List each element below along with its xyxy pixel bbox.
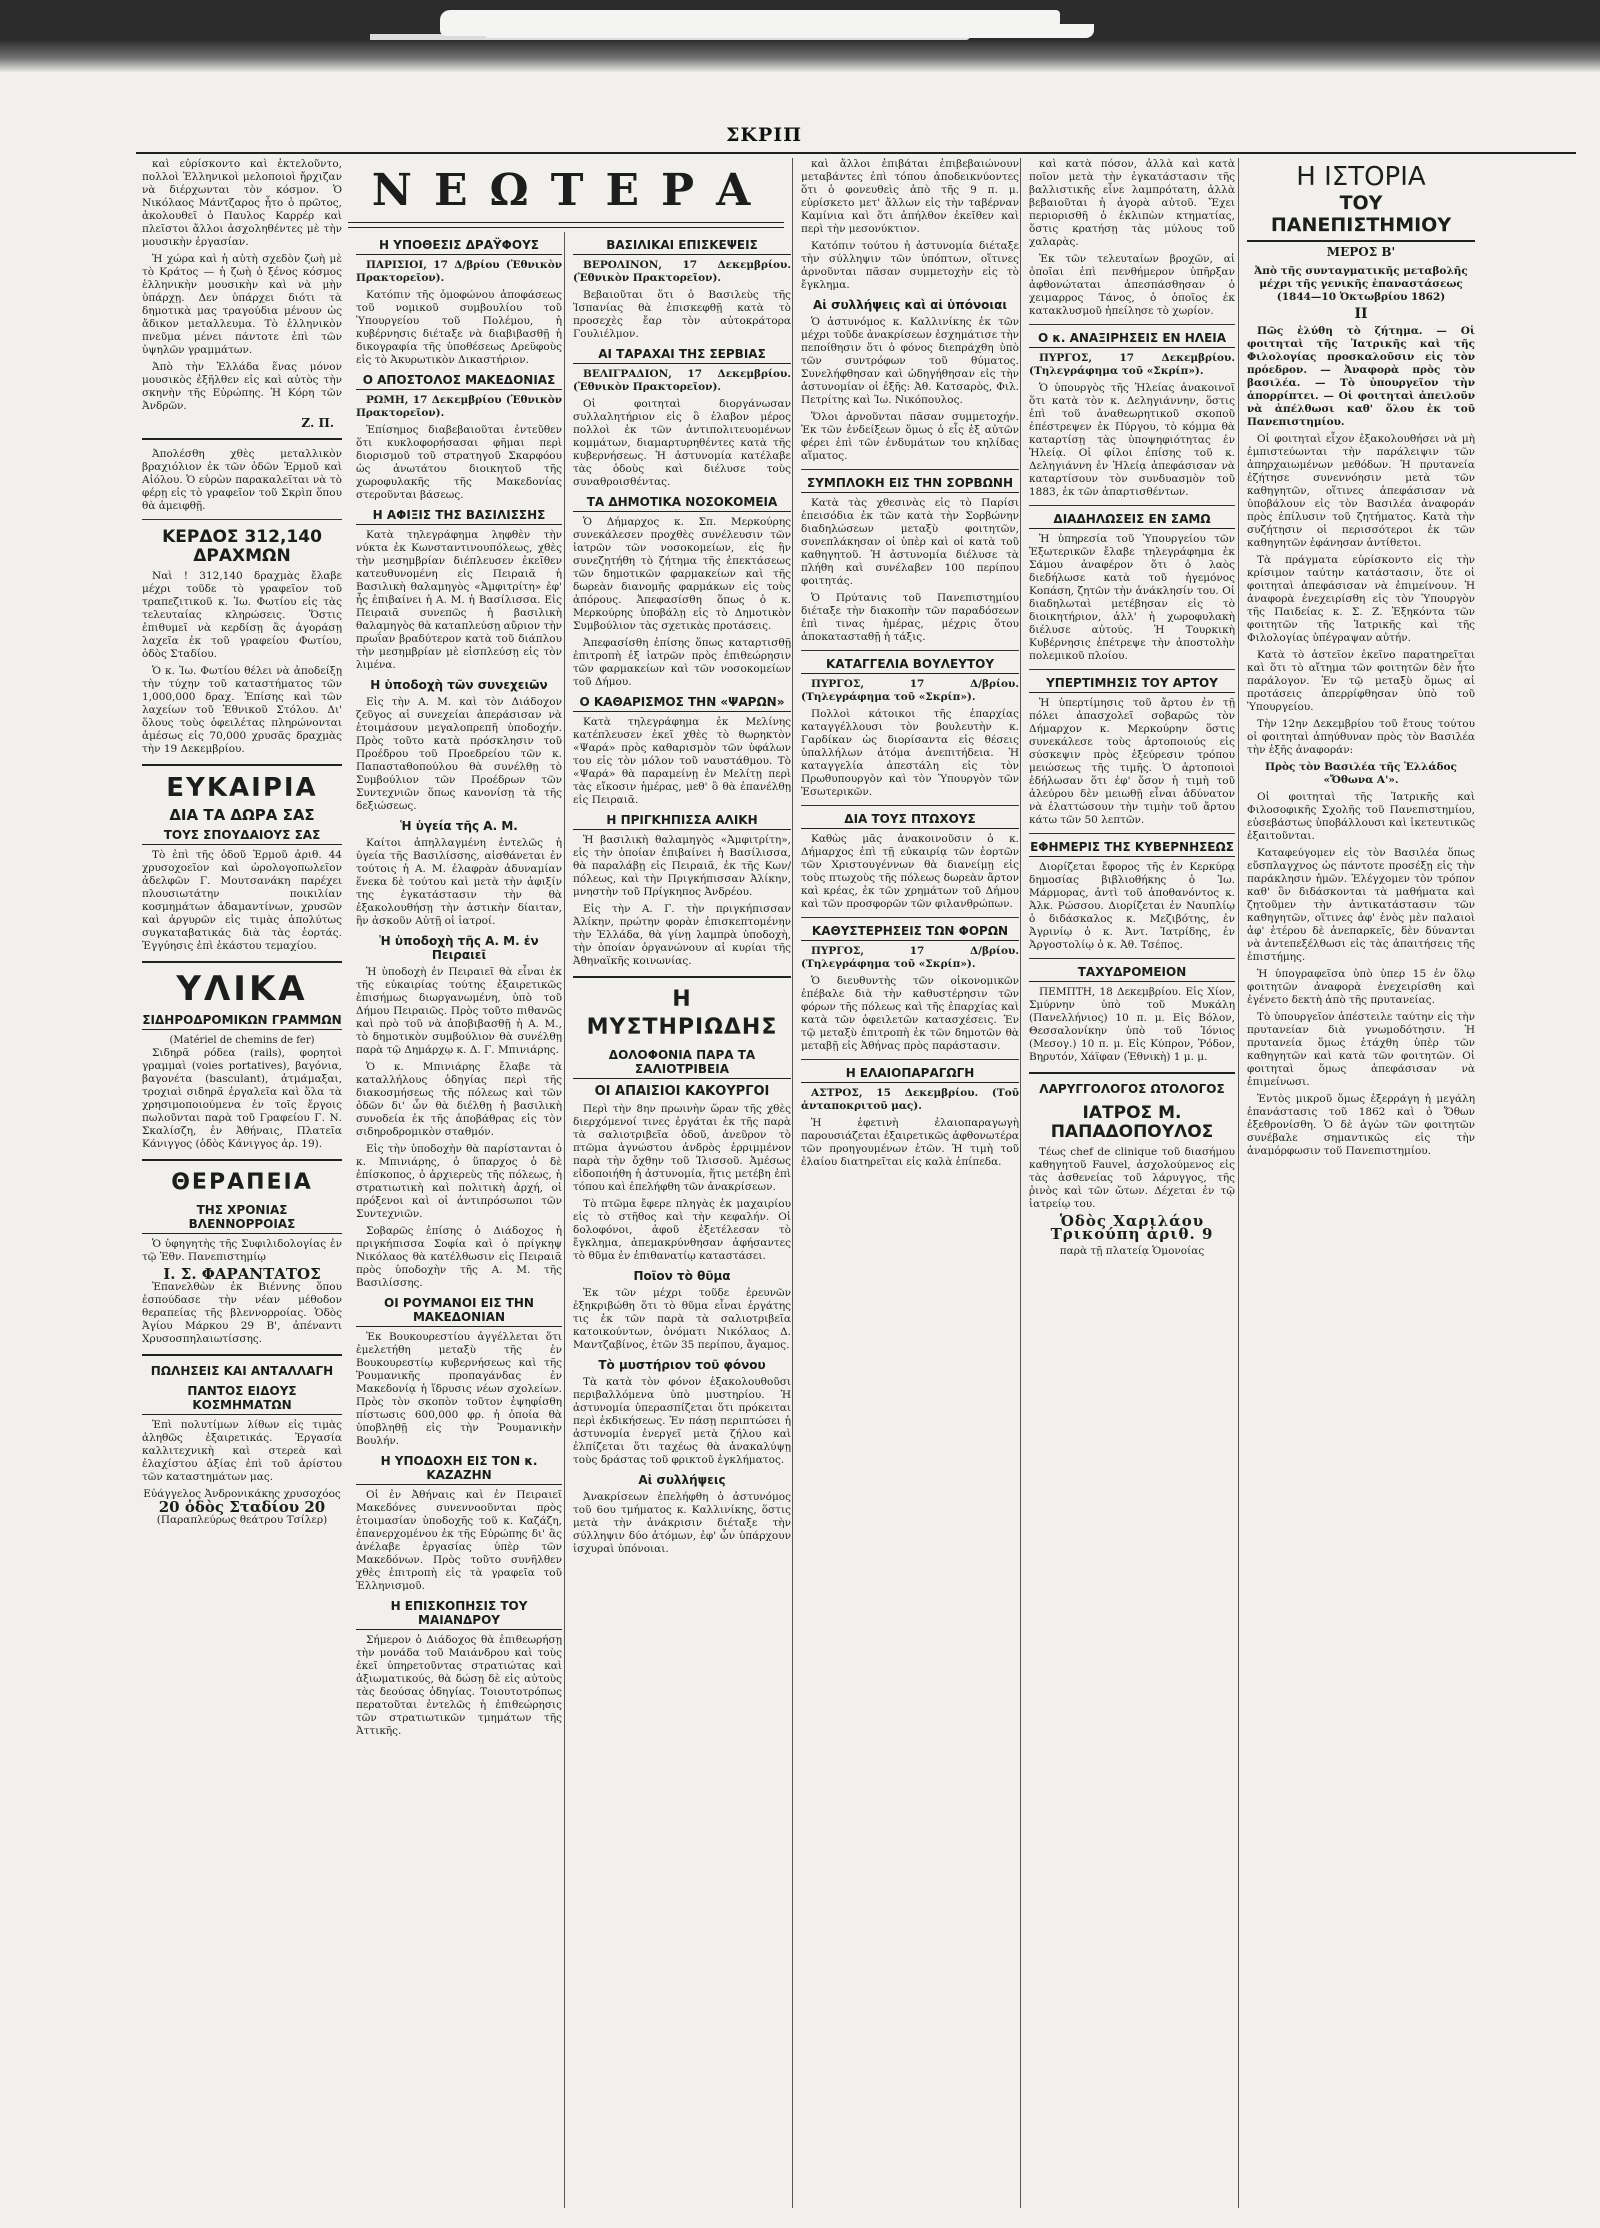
feature-title: Η ΙΣΤΟΡΙΑ — [1296, 162, 1426, 192]
article-paragraph: καὶ κατὰ πόσον, ἀλλὰ καὶ κατὰ ποῖον μετὰ τὴν ἐγκατάστασιν τῆς βαλλιστικῆς εἶνε λαμπρότατη, ἀλλὰ βεβαιοῦται ἡ ἀγορὰ αὐτοῦ. Ἔχει περιορισθῆ ὁ ἐκλιπὼν κτηματίας, ὅστις κρατήσῃ τὰς μύλους τοῦ χαλαρὰς. — [1029, 158, 1235, 248]
article-paragraph: Ὁ κ. Μπινιάρης ἔλαβε τὰ καταλλήλους ὁδηγίας περὶ τῆς διακοσμήσεως τῆς πόλεως καὶ τῶν ὁδῶν δι' ὧν θὰ διέλθῃ ἡ βασιλικὴ συνοδεία ἐκ τῆς ἀποβάθρας εἰς τὸν σιδηροδρομικὸν σταθμόν. — [356, 1061, 562, 1138]
headline-efimeris: ΕΦΗΜΕΡΙΣ ΤΗΣ ΚΥΒΕΡΝΗΣΕΩΣ — [1029, 840, 1235, 857]
article-paragraph: Ἡ ὑπογραφεῖσα ὑπὸ ὑπερ 15 ἐν ὅλῳ φοιτητῶν ἀναφορὰ ἐνεχειρίσθη καὶ ἐγένετο δεκτὴ ἀπὸ τῆς πρυτανείας. — [1247, 968, 1475, 1006]
divider — [1029, 833, 1235, 834]
headline-mystiriodis: Η ΜΥΣΤΗΡΙΩΔΗΣ — [586, 987, 778, 1040]
column-1 — [136, 158, 348, 2208]
headline-katangelia: ΚΑΤΑΓΓΕΛΙΑ ΒΟΥΛΕΥΤΟΥ — [801, 657, 1019, 674]
headline-kazazi: Η ΥΠΟΔΟΧΗ ΕΙΣ ΤΟΝ κ. ΚΑΖΑΖΗΝ — [356, 1454, 562, 1485]
article-paragraph: καὶ εὐρίσκοντο καὶ ἐκτελοῦντο, πολλοὶ Ἑλληνικοὶ μελοποιοὶ ἤρχιζαν νὰ διέρχωνται τὸν κόσμον. Ὁ Νικόλαος Μάντζαρος ἦτο ὁ πρῶτος, ἀκολουθεῖ ὁ Παυλος Καρρέρ καὶ πλεῖστοι ἄλλοι ἀσχοληθέντες μὲ τὴν μουσικὴν ἐργασίαν. — [142, 158, 342, 248]
masthead — [136, 124, 1576, 154]
ad-headline-laryggologos: ΛΑΡΥΓΓΟΛΟΓΟΣ ΩΤΟΛΟΓΟΣ — [1039, 1082, 1225, 1096]
subhead-sylliseis: Αἱ συλλήψεις — [638, 1473, 726, 1487]
article-paragraph: Σοβαρῶς ἐπίσης ὁ Διάδοχος ἡ πριγκήπισσα Σοφία καὶ ὁ πρίγκηψ Νικόλαος θὰ κατέλθωσιν εἰς Πειραιᾶ πρὸς ὑποδοχὴν τῆς Α. Μ. τῆς Βασιλίσσης. — [356, 1225, 562, 1289]
divider — [801, 469, 1019, 470]
article-paragraph: Ἡ ἐφετινὴ ἐλαιοπαραγωγὴ παρουσιάζεται ἐξαιρετικῶς ἀφθονωτέρα τῶν προηγουμένων ἐτῶν. Ἡ τιμὴ τοῦ ἐλαίου διατηρεῖται εἰς καλὰ ἐπίπεδα. — [801, 1117, 1019, 1168]
ad-subhead-sidirodromikon: ΣΙΔΗΡΟΔΡΟΜΙΚΩΝ ΓΡΑΜΜΩΝ — [142, 1013, 342, 1030]
scan-top-band — [0, 0, 1600, 72]
article-paragraph: Οἱ φοιτηταὶ τῆς Ἰατρικῆς καὶ Φιλοσοφικῆς Σχολῆς τοῦ Πανεπιστημίου, εὐσεβάστως ὑποβάλλουσι καὶ ἱκετευτικῶς ἐξαιτοῦνται. — [1247, 791, 1475, 842]
headline-episkopisis: Η ΕΠΙΣΚΟΠΗΣΙΣ ΤΟΥ ΜΑΙΑΝΔΡΟΥ — [356, 1599, 562, 1630]
ad-headline-ylika: ΥΛΙΚΑ — [176, 969, 308, 1009]
divider — [142, 1354, 342, 1356]
headline-elaiparagogi: Η ΕΛΑΙΟΠΑΡΑΓΩΓΗ — [801, 1066, 1019, 1083]
headline-roumanoi: ΟΙ ΡΟΥΜΑΝΟΙ ΕΙΣ ΤΗΝ ΜΑΚΕΔΟΝΙΑΝ — [356, 1296, 562, 1327]
article-paragraph: Ἡ χώρα καὶ ἡ αὐτὴ σχεδὸν ζωὴ μὲ τὸ Κράτος — ἡ ζωὴ ὁ ξένος κόσμος ἑλληνικὴν μουσικὴν καὶ νὰ μὴν ὑπάρχῃ. Δεν ὑπάρχει διότι τὰ δημοτικὰ μας τραγούδια μένουν ὡς ἄδικον μεταλλευμα. Τὸ ἑλληνικὸν πνεῦμα μένει πάντοτε ἐπὶ τῶν ὑψηλῶν γραμμάτων. — [142, 253, 342, 356]
divider — [1029, 669, 1235, 670]
ad-headline-kerdos: ΚΕΡΔΟΣ 312,140 ΔΡΑΧΜΩΝ — [162, 527, 322, 566]
article-paragraph: Τὸ ὑπουργεῖον ἀπέστειλε ταύτην εἰς τὴν πρυτανείαν διὰ γνωμοδότησιν. Ἡ πρυτανεία ὅμως ἐτάχθη ὑπὲρ τῶν καθηγητῶν καὶ κατὰ τῶν φοιτητῶν. Οἱ φοιτηταὶ ὅμως ἀπεφάσισαν νὰ ἐπιμείνωσι. — [1247, 1011, 1475, 1088]
article-paragraph: Καταφεύγομεν εἰς τὸν Βασιλέα ὅπως εὔσπλαγχνος ὡς πάντοτε προσέξῃ εἰς τὴν παράκλησιν ἡμῶν. Ἐλέγχομεν τὸν τρόπον καθ' ὃν διδάσκονται τὰ μαθήματα καὶ ζητοῦμεν τὴν ἀντικατάστασιν τῶν καθηγητῶν, οἵτινες ἀφ' ἑνὸς μὲν παλαιοὶ ἀφ' ἑτέρου δὲ ἀνεπαρκεῖς, δὲν δύνανται νὰ ἀντεπεξέλθωσι εἰς τὰς ἀπαιτήσεις τῆς ἐπιστήμης. — [1247, 847, 1475, 963]
section-title-neotera: ΝΕΩΤΕΡΑ — [371, 165, 773, 216]
article-paragraph: Ἐντὸς μικροῦ ὅμως ἐξερράγη ἡ μεγάλη ἐπανάστασις τοῦ 1862 καὶ ὁ Ὄθων ἐξεθρονίσθη. Ὁ δὲ ἀγὼν τῶν φοιτητῶν συνέβαλε σημαντικῶς εἰς τὴν ἀναμόρφωσιν τοῦ Πανεπιστημίου. — [1247, 1093, 1475, 1157]
article-paragraph: Κατὰ τὸ ἀστεῖον ἐκεῖνο παρατηρεῖται καὶ ὅτι τὸ αἴτημα τῶν φοιτητῶν δὲν ἦτο παράλογον. Ἐν τῷ μεταξὺ ὅμως αἱ προτάσεις ἀπερρίφθησαν ὑπὸ τοῦ Ὑπουργείου. — [1247, 649, 1475, 713]
subhead-syllipseis: Αἱ συλλήψεις καὶ αἱ ὑπόνοιαι — [812, 298, 1008, 312]
headline-ptoxous: ΔΙΑ ΤΟΥΣ ΠΤΩΧΟΥΣ — [801, 812, 1019, 829]
feature-chapter-number: ΙΙ — [1354, 306, 1368, 322]
ad-headline-therapeia: ΘΕΡΑΠΕΙΑ — [171, 1170, 313, 1195]
article-paragraph: Οἱ ἐν Ἀθήναις καὶ ἐν Πειραιεῖ Μακεδόνες συνεννοοῦνται πρὸς ἑτοιμασίαν ὑποδοχῆς τοῦ κ. Καζάζη, ἐπανερχομένου ἐκ τῆς Εὐρώπης δι' ἃς ἀνέλαβε ἐργασίας ὑπὲρ τῶν Μακεδόνων. Πρὸς τοῦτο συνῆλθεν χθὲς ἐπιτροπὴ εἰς τὰ γραφεῖα τοῦ Ἑλληνισμοῦ. — [356, 1489, 562, 1592]
ad-shop-address-note: (Παραπλεύρως θεάτρου Τσίλερ) — [156, 1514, 328, 1526]
divider — [142, 764, 342, 766]
divider — [573, 976, 791, 978]
headline-katharismos: Ο ΚΑΘΑΡΙΣΜΟΣ ΤΗΝ «ΨΑΡΩΝ» — [573, 695, 791, 712]
subhead-ypodoxi: Η ὑποδοχὴ τῶν συνεχειῶν — [370, 678, 548, 692]
ad-paragraph: Τὸ ἐπὶ τῆς ὁδοῦ Ἑρμοῦ ἀριθ. 44 χρυσοχοεῖον καὶ ὡρολογοπωλεῖον ἀδελφῶν Γ. Μουτσανάκη παρέχει πλουσιωτάτην ποικιλίαν κοσμημάτων ἀδαμαντίνων, χρυσῶν καὶ ἀργυρῶν εἰς τιμὰς ἀπολύτως συγκαταβατικάς διὰ τὰς ἑορτάς. Ἐγγύησις ἐπὶ ἑκάστου τεμαχίου. — [142, 849, 342, 952]
article-paragraph: Τὴν 12ην Δεκεμβρίου τοῦ ἔτους τούτου οἱ φοιτηταὶ ἀπηύθυναν πρὸς τὸν Βασιλέα τὴν ἑξῆς ἀναφοράν: — [1247, 718, 1475, 756]
article-paragraph: Περὶ τὴν 8ην πρωινὴν ὥραν τῆς χθὲς διερχόμενοί τινες ἐργάται ἐκ τῆς παρὰ τὰ σαλιοτριβεῖα ὁδοῦ, ἀνεῦρον τὸ πτῶμα ἀγνώστου ἀνδρὸς ἐρριμμένον παρὰ τὴν ὄχθην τοῦ Ἰλισσοῦ. Ἀμέσως εἰδοποιήθη ἡ ἀστυνομία, ἥτις μετέβη ἐπὶ τόπου καὶ ἐπελήφθη τῶν ἀνακρίσεων. — [573, 1103, 791, 1193]
article-paragraph: Ἀπὸ τὴν Ἑλλάδα ἕνας μόνον μουσικὸς ἐξῆλθεν εἰς καὶ αὐτὸς τὴν σκηνὴν τῆς Εὐρώπης. Ἡ Κόρη τῶν Ἀνδρῶν. — [142, 361, 342, 412]
headline-basilikai: ΒΑΣΙΛΙΚΑΙ ΕΠΙΣΚΕΨΕΙΣ — [573, 238, 791, 255]
column-6 — [1238, 158, 1483, 2208]
column-5 — [1020, 158, 1243, 2208]
ad-paragraph: Ἐπὶ πολυτίμων λίθων εἰς τιμὰς ἀληθῶς ἐξαιρετικάς. Ἐργασία καλλιτεχνικὴ καὶ στερεὰ καὶ ἐλαχίστου ἀξίας ἐπὶ τοῦ ἀρίστου τῶν καταστημάτων μας. — [142, 1419, 342, 1483]
article-paragraph: Ἀνακρίσεων ἐπελήφθη ὁ ἀστυνόμος τοῦ 6ου τμήματος κ. Καλλινίκης, ὅστις μετὰ τὴν ἀνάκρισιν διέταξε τὴν σύλληψιν δύο ἀτόμων, ἐφ' ὧν ὑπάρχουν ἰσχυραὶ ὑπόνοιαι. — [573, 1491, 791, 1555]
article-paragraph: Ἐκ τῶν μέχρι τοῦδε ἐρευνῶν ἐξηκριβώθη ὅτι τὸ θῦμα εἶναι ἐργάτης τις ἐκ τῶν παρὰ τὰ σαλιοτριβεῖα κατοικούντων, ὀνόματι Νικόλαος Δ. Μαντζαβίνος, ἐτῶν 35 περίπου, ἄγαμος. — [573, 1287, 791, 1351]
ad-shop-name: Εὐάγγελος Ἀνδρονικάκης χρυσοχόος — [143, 1488, 341, 1500]
column-4 — [792, 158, 1027, 2208]
ad-headline-eukairia: ΕΥΚΑΙΡΙΑ — [166, 773, 318, 803]
headline-diadiloseis: ΔΙΑΔΗΛΩΣΕΙΣ ΕΝ ΣΑΜΩ — [1029, 512, 1235, 529]
divider — [142, 961, 342, 963]
article-paragraph: Καθὼς μᾶς ἀνακοινοῦσιν ὁ κ. Δήμαρχος ἐπὶ τῇ εὐκαιρίᾳ τῶν ἑορτῶν τῶν Χριστουγέννων θὰ διανείμῃ εἰς τοὺς πτωχοὺς τῆς πόλεως δωρεὰν ἄρτον καὶ κρέας, ἐκ τῶν χρημάτων τοῦ Δήμου καὶ τῶν προσφορῶν τῶν φιλανθρώπων. — [801, 833, 1019, 910]
ad-french-line: (Matériel de chemins de fer) — [169, 1035, 315, 1046]
dateline: ΡΩΜΗ, 17 Δεκεμβρίου (Ἐθνικὸν Πρακτορεῖον). — [356, 394, 562, 419]
feature-subtitle: Ἀπὸ τῆς συνταγματικῆς μεταβολῆς μέχρι τῆς γενικῆς ἐπαναστάσεως (1844—10 Ὀκτωβρίου 1862) — [1254, 265, 1468, 303]
headline-kathysteriseis: ΚΑΘΥΣΤΕΡΗΣΕΙΣ ΤΩΝ ΦΟΡΩΝ — [801, 924, 1019, 941]
article-paragraph: ΠΕΜΠΤΗ, 18 Δεκεμβρίου. Εἰς Χίον, Σμύρνην ὑπὸ τοῦ Μυκάλη (Πανελλήνιος) 10 π. μ. Εἰς Βόλον, Θεσσαλονίκην ὑπὸ τοῦ Ἰόνιος (Μεσογ.) 10 π. μ. Εἰς Κύπρον, Ῥόδον, Βηρυτόν, Χάϊφαν (Ἐθνικὴ) 1 μ. μ. — [1029, 986, 1235, 1063]
notice-paragraph: Ἀπολέσθη χθὲς μεταλλικὸν βραχιόλιον ἐκ τῶν ὁδῶν Ἑρμοῦ καὶ Αἰόλου. Ὁ εὑρὼν παρακαλεῖται νὰ τὸ φέρῃ εἰς τὸ γραφεῖον τοῦ Σκρὶπ ὅπου θὰ ἀμειφθῇ. — [142, 448, 342, 512]
dateline: ΠΑΡΙΣΙΟΙ, 17 Δ/βρίου (Ἐθνικὸν Πρακτορεῖον). — [356, 259, 562, 284]
ad-doctor-name: Ι. Σ. ΦΑΡΑΝΤΑΤΟΣ — [163, 1265, 321, 1283]
dateline: ΑΣΤΡΟΣ, 15 Δεκεμβρίου. (Τοῦ ἀνταποκριτοῦ μας). — [801, 1087, 1019, 1112]
column-2 — [348, 232, 570, 2208]
divider — [1029, 958, 1235, 959]
article-paragraph: Διορίζεται ἔφορος τῆς ἐν Κερκύρᾳ δημοσίας βιβλιοθήκης ὁ Ἰω. Μάρμορας, ἀντὶ τοῦ ἀποθανόντος κ. Ἀλκ. Ρώσσου. Διορίζεται ἐν Ναυπλίῳ ὁ διδάσκαλος κ. Μεζιβότης, ἐν Ἀγρινίῳ ὁ κ. Ἀντ. Ἰατρίδης, ἐν Ἀργοστολίῳ ὁ κ. Ἀθ. Τσέπος. — [1029, 861, 1235, 951]
dateline: ΠΥΡΓΟΣ, 17 Δ/βρίου. (Τηλεγράφημα τοῦ «Σκρίπ»). — [801, 945, 1019, 970]
signature: Ζ. Π. — [301, 416, 334, 430]
article-paragraph: Ἡ ὑπερτίμησις τοῦ ἄρτου ἐν τῇ πόλει ἀπασχολεῖ σοβαρῶς τὸν Δήμαρχον κ. Μερκούρην ὅστις συνεκάλεσε τοὺς ἀρτοποιούς εἰς σύσκεψιν πρὸς ἐξεύρεσιν τρόπου μειώσεως τῆς τιμῆς. Ὁ ἀρτοποιοὶ ἐδήλωσαν ὅτι ἐφ' ὅσον ἡ τιμὴ τοῦ ἀλεύρου δὲν μειωθῇ εἶναι ἀδύνατον νὰ ἐλαττώσουν τὴν τιμὴν τοῦ ἄρτου κάτω τῶν 50 λεπτῶν. — [1029, 697, 1235, 826]
ad-subhead-kosmimaton: ΠΑΝΤΟΣ ΕΙΔΟΥΣ ΚΟΣΜΗΜΑΤΩΝ — [142, 1384, 342, 1415]
masthead-title: ΣΚΡΙΠ — [726, 124, 803, 146]
article-paragraph: Ὁ διευθυντὴς τῶν οἰκονομικῶν ἐπέβαλε διὰ τὴν καθυστέρησιν τῶν φόρων τῆς πόλεως καὶ τῆς ἐπαρχίας καὶ κατὰ τῶν ὀφειλετῶν κατασχέσεις. Ἐν τῷ μεταξὺ ἐπιτροπὴ ἐκ τῶν δημοτῶν θὰ μεταβῇ εἰς Ἀθήνας πρὸς παράστασιν. — [801, 975, 1019, 1052]
article-paragraph: Κατόπιν τούτου ἡ ἀστυνομία διέταξε τὴν σύλληψιν τῶν ὑπόπτων, οἵτινες ἀρνοῦνται πᾶσαν συμμετοχὴν εἰς τὸ ἔγκλημα. — [801, 240, 1019, 291]
ad-paragraph: Ἐπανελθὼν ἐκ Βιέννης ὅπου ἐσπούδασε τὴν νέαν μέθοδον θεραπείας τῆς βλεννορροίας. Ὁδὸς Ἀγίου Μάρκου 29 Β', ἀπέναντι Χρυσοσπηλαιωτίσσης. — [142, 1281, 342, 1345]
feature-title-line2: ΤΟΥ ΠΑΝΕΠΙΣΤΗΜΙΟΥ — [1247, 192, 1475, 242]
article-paragraph: Καίτοι ἀπηλλαγμένη ἐντελῶς ἡ ὑγεία τῆς Βασιλίσσης, αἰσθάνεται ἐν τούτοις ἡ Α. Μ. ἐλαφρὰν ἀδυναμίαν ἕνεκα δὲ τούτου καὶ μετὰ τὴν ἀφιξίν της ἐγκατάστασιν τὴν θὰ ἐξακολουθήσῃ τὴν ἀστικὴν δίαιταν, ἣν ἀσκοῦν Αὐτῇ οἱ ἰατροί. — [356, 837, 562, 927]
article-paragraph: Τὰ πράγματα εὑρίσκοντο εἰς τὴν κρίσιμον ταύτην κατάστασιν, ὅτε οἱ φοιτηταὶ ἀπεφάσισαν νὰ ἐπιμείνουν. Ἡ ἀναφορὰ ἐνεχειρίσθη εἰς τὸν Ὑπουργὸν τῆς Παιδείας κ. Σ. Ζ. Ἑξηκόντα τῶν φοιτητῶν τῆς Ἰατρικῆς καὶ τῆς Φιλολογίας ὑπέγραψαν αὐτήν. — [1247, 554, 1475, 644]
ad-doctor-name: ΙΑΤΡΟΣ Μ. ΠΑΠΑΔΟΠΟΥΛΟΣ — [1050, 1103, 1214, 1142]
article-paragraph: Σήμερον ὁ Διάδοχος θὰ ἐπιθεωρήσῃ τὴν μονάδα τοῦ Μαιάνδρου καὶ τοὺς ἐκεῖ ὑπηρετοῦντας στρατιώτας καὶ ἀξιωματικούς, θὰ δώσῃ δὲ εἰς αὐτοὺς τὰς δεούσας ὁδηγίας. Τοιουτοτρόπως περατοῦται ἐντελῶς ἡ ἐπιθεώρησις τῶν στρατιωτικῶν τμημάτων τῆς Ἀττικῆς. — [356, 1634, 562, 1737]
ad-address: Ὁδὸς Χαριλάου Τρικούπη ἀριθ. 9 — [1050, 1212, 1214, 1243]
ad-paragraph: Τέως chef de clinique τοῦ διασήμου καθηγητοῦ Fauvel, ἀσχολούμενος εἰς τὰς ἀσθενείας τοῦ λάρυγγος, τῆς ῥινὸς καὶ τῶν ὤτων. Δέχεται ἐν τῷ ἰατρείῳ του. — [1029, 1146, 1235, 1210]
subhead-ypodoxi-peiraia: Ἡ ὑποδοχὴ τῆς Α. Μ. ἐν Πειραιεῖ — [379, 934, 539, 962]
divider — [801, 1059, 1019, 1060]
article-paragraph: Πολλοὶ κάτοικοι τῆς ἐπαρχίας καταγγέλλουσι τὸν βουλευτὴν κ. Γαρδίκαν ὡς διορίσαντα εἰς θέσεις ὑπαλλήλων ἀτόμα ἀνεπιτήδεια. Ἡ καταγγελία ἀπεστάλη εἰς τὸν Πρωθυπουργὸν καὶ τὸν Ὑπουργὸν τῶν Ἐσωτερικῶν. — [801, 708, 1019, 798]
article-paragraph: Ὁ ἀστυνόμος κ. Καλλινίκης ἐκ τῶν μέχρι τοῦδε ἀνακρίσεων ἐσχημάτισε τὴν πεποίθησιν ὅτι ὁ φόνος διεπράχθη ὑπὸ τῶν συντρόφων τοῦ θύματος. Συνελήφθησαν καὶ ὡδηγήθησαν εἰς τὴν ἀστυνομίαν οἱ ἐξῆς: Ἀθ. Κατσαρὸς, Φιλ. Πετρίτης καὶ Ἰω. Νικόπουλος. — [801, 316, 1019, 406]
ad-paragraph: Ναὶ ! 312,140 δραχμὰς ἔλαβε μέχρι τοῦδε τὸ γραφεῖον τοῦ τραπεζιτικοῦ κ. Ἰω. Φωτίου εἰς τὰς τελευταίας κληρώσεις. Ὅστις ἐπιθυμεῖ νὰ κερδίσῃ ἂς ἀγοράσῃ λαχεῖα ἐκ τοῦ γραφείου Φωτίου, ὁδὸς Σταδίου. — [142, 570, 342, 660]
dateline: ΠΥΡΓΟΣ, 17 Δ/βρίου. (Τηλεγράφημα τοῦ «Σκρίπ»). — [801, 678, 1019, 703]
divider — [142, 438, 342, 440]
article-paragraph: Ἐκ Βουκουρεστίου ἀγγέλλεται ὅτι ἐμελετήθη μεταξὺ τῆς ἐν Βουκουρεστίῳ κυβερνήσεως καὶ τῆς Ῥουμανικῆς προπαγάνδας ἐν Μακεδονίᾳ ἡ ἵδρυσις νέων σχολείων. Πρὸς τὸν σκοπὸν τοῦτον ἐψηφίσθη πίστωσις 600,000 φρ. ἡ ὁποία θὰ ὑποβληθῇ εἰς τὴν Ῥουμανικὴν Βουλήν. — [356, 1331, 562, 1447]
subhead-ygeia: Ἡ ὑγεία τῆς Α. Μ. — [400, 819, 518, 833]
headline-afixis: Η ΑΦΙΞΙΣ ΤΗΣ ΒΑΣΙΛΙΣΣΗΣ — [356, 508, 562, 525]
article-paragraph: Κατὰ τηλεγράφημα ἐκ Μελίνης κατέπλευσεν ἐκεῖ χθὲς τὸ θωρηκτὸν «Ψαρά» πρὸς καθαρισμὸν τῶν ὑφάλων του εἰς τὸν μόλον τοῦ ναυστάθμου. Τὸ «Ψαρά» θὰ παραμείνῃ ἐν Μελίτῃ περὶ τὰς εἴκοσιν ἡμέρας, μεθ' ὃ θὰ ἐπανέλθῃ εἰς Πειραιᾶ. — [573, 716, 791, 806]
divider — [1029, 324, 1235, 325]
article-paragraph: Ἡ ὑποδοχὴ ἐν Πειραιεῖ θὰ εἶναι ἐκ τῆς εὐκαιρίας τούτης ἐξαιρετικῶς ἐπισήμως διωργανωμένη, ὑπὸ τοῦ Δήμου Πειραιῶς. Πρὸς τοῦτο πιθανῶς καὶ πρὸ τοῦ νὰ ἀποβιβασθῇ ἡ Α. Μ., τὸ δημοτικὸν συμβούλιον θὰ συνέλθῃ παρὰ τῷ Δημάρχῳ κ. Δ. Γ. Μπινιάρης. — [356, 966, 562, 1056]
article-paragraph: Οἱ φοιτηταὶ εἶχον ἐξακολουθήσει νὰ μὴ ἐμπιστεύωνται τὴν παράλειψιν τῶν ἀπηρχαιωμένων μεθόδων. Ἡ πρυτανεία ἐζήτησε συνεννόησιν μετὰ τῶν καθηγητῶν, οἵτινες ἀπεφάσισαν νὰ ὑποβάλουν εἰς τὸν Βασιλέα ἀναφοράν πρὸς ἐπίλυσιν τοῦ ζητήματος. Κατὰ τὴν συζήτησιν οἱ περισσότεροι ἐκ τῶν καθηγητῶν ἐφάνησαν ἀντίθετοι. — [1247, 433, 1475, 549]
headline-apaisioi: ΟΙ ΑΠΑΙΣΙΟΙ ΚΑΚΟΥΡΓΟΙ — [594, 1084, 770, 1099]
article-paragraph: Ἡ βασιλικὴ θαλαμηγὸς «Ἀμφιτρίτη», εἰς τὴν ὁποίαν ἐπιβαίνει ἡ Βασίλισσα, θὰ παραλάβῃ εἰς Πειραιᾶ, ἐκ τῆς Κων/πόλεως, καὶ τὴν Πριγκήπισσαν Ἀλίκην, μνηστὴν τοῦ Πρίγκηπος Ἀνδρέου. — [573, 834, 791, 898]
headline-ypertimisis: ΥΠΕΡΤΙΜΗΣΙΣ ΤΟΥ ΑΡΤΟΥ — [1029, 676, 1235, 693]
article-paragraph: Ἐπίσημος διαβεβαιοῦται ἐντεῦθεν ὅτι κυκλοφορήσασαι φῆμαι περὶ διορισμοῦ τοῦ στρατηγοῦ Σκαρφόου ὡς ἀνωτάτου διοικητοῦ τῆς χωροφυλακῆς τῆς Μακεδονίας στεροῦνται βάσεως. — [356, 424, 562, 501]
divider — [801, 805, 1019, 806]
ad-subhead-spoudaious: ΤΟΥΣ ΣΠΟΥΔΑΙΟΥΣ ΣΑΣ — [142, 828, 342, 845]
feature-part-label: ΜΕΡΟΣ Β' — [1326, 245, 1396, 259]
newspaper-page — [136, 124, 1576, 2218]
article-paragraph: Ὅλοι ἀρνοῦνται πᾶσαν συμμετοχήν. Ἐκ τῶν ἐνδείξεων ὅμως ὁ εἷς ἐξ αὐτῶν φέρει ἐπὶ τῶν ἐνδυμάτων του κηλίδας αἵματος. — [801, 411, 1019, 462]
article-paragraph: Εἰς τὴν ὑποδοχὴν θὰ παρίστανται ὁ κ. Μπινιάρης, ὁ ὕπαρχος ὁ δὲ ἐπίσκοπος, ὁ ἀρχιερεὺς τῆς πόλεως, ἡ στρατιωτικὴ καὶ πολιτικὴ ἀρχή, οἱ πρόξενοι καὶ οἱ ἀντιπρόσωποι τῶν Συντεχνιῶν. — [356, 1143, 562, 1220]
article-paragraph: Ἀπεφασίσθη ἐπίσης ὅπως καταρτισθῇ ἐπιτροπὴ ἐξ ἰατρῶν πρὸς ἐπιθεώρησιν τῶν φαρμακείων καὶ τῶν νοσοκομείων τοῦ Δήμου. — [573, 637, 791, 688]
column-3 — [564, 232, 799, 2208]
article-paragraph: Κατόπιν τῆς ὁμοφώνου ἀποφάσεως τοῦ νομικοῦ συμβουλίου τοῦ Ὑπουργείου τοῦ Πολέμου, ἡ κυβέρνησις διέταξε νὰ διαβιβασθῇ ἡ δικογραφία τῆς ὑποθέσεως Δρεϋφοὺς εἰς τὸ Ἀκυρωτικὸν Δικαστήριον. — [356, 289, 562, 366]
dateline: ΠΥΡΓΟΣ, 17 Δεκεμβρίου. (Τηλεγράφημα τοῦ «Σκρίπ»). — [1029, 352, 1235, 377]
divider — [1029, 1072, 1235, 1074]
article-paragraph: Τὰ κατὰ τὸν φόνον ἐξακολουθοῦσι περιβαλλόμενα ὑπὸ μυστηρίου. Ἡ ἀστυνομία ὑπερασπίζεται ὅτι πρόκειται περὶ ἐκδικήσεως. Ἐν πάσῃ περιπτώσει ἡ ἀστυνομία ἐνεργεῖ μετὰ ζήλου καὶ ἐλπίζεται ὅτι ταχέως θὰ ἀνακαλύψῃ τοὺς δράστας τοῦ φρικτοῦ ἐγκλήματος. — [573, 1376, 791, 1466]
divider — [801, 917, 1019, 918]
article-paragraph: Τὸ πτῶμα ἔφερε πληγὰς ἐκ μαχαιρίου εἰς τὸ στῆθος καὶ τὴν κεφαλήν. Οἱ δολοφόνοι, ἀφοῦ ἐξετέλεσαν τὸ ἔγκλημα, ἀπεμακρύνθησαν ἀφήσαντες τὸ θῦμα ἐν ἐπιθανατίῳ καταστάσει. — [573, 1198, 791, 1262]
divider — [801, 650, 1019, 651]
article-paragraph: Κατὰ τηλεγράφημα ληφθὲν τὴν νύκτα ἐκ Κωνσταντινουπόλεως, χθὲς τὴν μεσημβρίαν διέπλευσεν ἐκεῖθεν κατευθυνομένη εἰς Πειραιᾶ ἡ Βασιλικὴ θαλαμηγὸς «Ἀμφιτρίτη» ἐφ' ἧς ἐπιβαίνει ἡ Α. Μ. ἡ Βασίλισσα. Εἰς Πειραιᾶ συνεπῶς ἡ βασιλικὴ θαλαμηγὸς θὰ καταπλεύσῃ αὔριον τὴν πρωΐαν βραδύτερον κατὰ τοῦ διάπλου τὴν μεσημβρίαν μὲ εἰσπλεύσῃ εἰς τὸν λιμένα. — [356, 529, 562, 671]
ad-subhead-dora: ΔΙΑ ΤΑ ΔΩΡΑ ΣΑΣ — [169, 806, 315, 824]
feature-summary: Πῶς ἐλύθη τὸ ζήτημα. — Οἱ φοιτηταὶ τῆς Ἰατρικῆς καὶ τῆς Φιλολογίας προσκαλοῦσιν εἰς τὸν πρόεδρον. — Ἀναφορὰ πρὸς τὸν βασιλέα. — Τὸ ὑπουργεῖον τὴν ἀπορρίπτει. — Οἱ φοιτηταὶ ἀπειλοῦν νὰ ἀπέλθωσι καθ' ὅλου ἐκ τοῦ Πανεπιστημίου. — [1247, 325, 1475, 428]
headline-dolofonia: ΔΟΛΟΦΟΝΙΑ ΠΑΡΑ ΤΑ ΣΑΛΙΟΤΡΙΒΕΙΑ — [573, 1048, 791, 1079]
article-paragraph: Ἐκ τῶν τελευταίων βροχῶν, αἱ ὁποῖαι ἐπὶ πενθήμερον ὑπῆρξαν ἀφθονώταται ἀπεσπάσθησαν ὁ χειμαρρος Τάνος, ὁ ὁποῖος ἐκ κατακλυσμοῦ ἠπείλησε τὸ χωρίον. — [1029, 253, 1235, 317]
ad-subhead-vlennorroias: ΤΗΣ ΧΡΟΝΙΑΣ ΒΛΕΝΝΟΡΡΟΙΑΣ — [142, 1203, 342, 1234]
divider — [1029, 505, 1235, 506]
article-paragraph: Βεβαιοῦται ὅτι ὁ Βασιλεὺς τῆς Ἰσπανίας θὰ ἐπισκεφθῇ κατὰ τὸ προσεχὲς ἔαρ τὸν αὐτοκράτορα Γουλιέλμον. — [573, 289, 791, 340]
headline-dreyfus: Η ΥΠΟΘΕΣΙΣ ΔΡΑΫΦΟΥΣ — [356, 238, 562, 255]
headline-symplokis: ΣΥΜΠΛΟΚΗ ΕΙΣ ΤΗΝ ΣΟΡΒΩΝΗ — [801, 476, 1019, 493]
headline-taxydromeion: ΤΑΧΥΔΡΟΜΕΙΟΝ — [1029, 965, 1235, 982]
article-paragraph: Εἰς τὴν Α. Μ. καὶ τὸν Διάδοχον ζεῦγος αἱ συνεχείαι ἀπεράσισαν νὰ ἑτοιμάσουν μεγαλοπρεπῆ ὑποδοχήν. Πρὸς τοῦτο κατὰ πρόσκλησιν τοῦ Προέδρου τοῦ Προεδρείου τῶν κ. Παπασταθοπούλου θὰ συνέλθῃ τὸ Συμβούλιον τῶν Προέδρων τῶν Συντεχνιῶν ὅπως κανονίσῃ τὰ τῆς δεξιώσεως. — [356, 696, 562, 812]
ad-headline-poleiseis: ΠΩΛΗΣΕΙΣ ΚΑΙ ΑΝΤΑΛΛΑΓΗ — [150, 1364, 334, 1378]
section-title-rule — [348, 222, 784, 228]
headline-dimotika: ΤΑ ΔΗΜΟΤΙΚΑ ΝΟΣΟΚΟΜΕΙΑ — [573, 495, 791, 512]
subhead-mystirion: Τὸ μυστήριον τοῦ φόνου — [598, 1358, 766, 1372]
article-paragraph: Εἰς τὴν Α. Γ. τὴν πριγκήπισσαν Ἀλίκην, πρώτην φορὰν ἐπισκεπτομένην τὴν Ἑλλάδα, θὰ γίνῃ λαμπρὰ ὑποδοχὴ, τὴν ὁποίαν ὀργανώνουν αἱ κυρίαι τῆς Ἀθηναϊκῆς κοινωνίας. — [573, 903, 791, 967]
article-paragraph: Ὁ Πρύτανις τοῦ Πανεπιστημίου διέταξε τὴν διακοπὴν τῶν παραδόσεων ἐπὶ τινας ἡμέρας, μέχρις ὅτου ἀποκατασταθῇ ἡ τάξις. — [801, 592, 1019, 643]
article-paragraph: Κατὰ τὰς χθεσινὰς εἰς τὸ Παρίσι ἐπεισόδια ἐκ τῶν κατὰ τὴν Σορβώνην διαδηλώσεων μεταξὺ φοιτητῶν, συνεπλάκησαν οἱ ὑπὲρ καὶ οἱ κατὰ τοῦ καθηγητοῦ. Ἡ ἀστυνομία διέλυσε τὰ πλήθη καὶ συνέλαβεν 100 περίπου φοιτητάς. — [801, 497, 1019, 587]
article-paragraph: Οἱ φοιτηταὶ διοργάνωσαν συλλαλητήριον εἰς ὃ ἐλαβον μέρος πολλοὶ ἐκ τῶν ἀντιπολιτευομένων κομμάτων, διαμαρτυρηθέντες κατὰ τῆς κυβερνήσεως. Ἡ ἀστυνομία κατέλαβε τὰς ὁδοὺς καὶ διέλυσε τοὺς συναθροισθέντας. — [573, 398, 791, 488]
ad-shop-address: 20 ὁδὸς Σταδίου 20 — [158, 1498, 326, 1516]
headline-prigkipissa: Η ΠΡΙΓΚΗΠΙΣΣΑ ΑΛΙΚΗ — [573, 813, 791, 830]
article-paragraph: καὶ ἄλλοι ἐπιβάται ἐπιβεβαιώνουν μεταβάντες ἐπὶ τόπου ἀποδεικνύοντες ὅτι ὁ φονευθεὶς ἀπὸ τῆς 9 π. μ. εὑρίσκετο μετ' ἄλλων εἰς τὴν ταβέρναν Καμίνια καὶ ὅτι ἀπήλθον ἐκεῖθεν καὶ περὶ τὴν μεσονύκτιον. — [801, 158, 1019, 235]
dateline: ΒΕΡΟΛΙΝΟΝ, 17 Δεκεμβρίου. (Ἐθνικὸν Πρακτορεῖον). — [573, 259, 791, 284]
divider — [142, 519, 342, 520]
headline-taraxai: ΑΙ ΤΑΡΑΧΑΙ ΤΗΣ ΣΕΡΒΙΑΣ — [573, 347, 791, 364]
subhead-poion: Ποῖον τὸ θῦμα — [633, 1269, 731, 1283]
petition-address: Πρὸς τὸν Βασιλέα τῆς Ἑλλάδος «Ὄθωνα Α'». — [1265, 761, 1457, 786]
article-paragraph: Ἡ ὑπηρεσία τοῦ Ὑπουργείου τῶν Ἐξωτερικῶν ἔλαβε τηλεγράφημα ἐκ Σάμου ἀναφέρον ὅτι ὁ λαὸς διεδήλωσε κατὰ τοῦ ἡγεμόνος Κοπάση, ζητῶν τὴν ἀνάκλησίν του. Οἱ διαδηλωταὶ μετέβησαν εἰς τὸ διοικητήριον, ἀλλ' ἡ χωροφυλακὴ διέλυσε αὐτούς. Ἡ Τουρκικὴ Κυβέρνησις ἐπέτρεψε τὴν ἀποστολὴν πολεμικοῦ πλοίου. — [1029, 533, 1235, 662]
article-paragraph: Ὁ Δήμαρχος κ. Σπ. Μερκούρης συνεκάλεσεν προχθὲς συνέλευσιν τῶν ἰατρῶν τῶν νοσοκομείων, εἰς ἣν συνεζητήθη τὸ ζήτημα τῆς ἐπεκτάσεως τῶν δημοτικῶν φαρμακείων καὶ τῆς δωρεὰν διανομῆς φαρμάκων εἰς τοὺς ἀπόρους. Ἀπεφασίσθη ὅπως ὁ κ. Μερκούρης ὑποβάλῃ εἰς τὸ Δημοτικὸν Συμβούλιον τὰς σχετικὰς προτάσεις. — [573, 516, 791, 632]
ad-paragraph: Ὁ ὑφηγητὴς τῆς Συφιλιδολογίας ἐν τῷ Ἐθν. Πανεπιστημίῳ — [142, 1238, 342, 1263]
headline-makedonia: Ο ΑΠΟΣΤΟΛΟΣ ΜΑΚΕΔΟΝΙΑΣ — [356, 373, 562, 390]
dateline: ΒΕΛΙΓΡΑΔΙΟΝ, 17 Δεκεμβρίου. (Ἐθνικὸν Πρακτορεῖον). — [573, 368, 791, 393]
divider — [142, 1159, 342, 1161]
ad-address-note: παρὰ τῇ πλατείᾳ Ὁμονοίας — [1059, 1245, 1205, 1257]
headline-anaxiriseis: Ο κ. ΑΝΑΞΙΡΗΣΕΙΣ ΕΝ ΗΛΕΙΑ — [1029, 331, 1235, 348]
article-paragraph: Ὁ ὑπουργὸς τῆς Ἠλείας ἀνακοινοῖ ὅτι κατὰ τὸν κ. Δεληγιάννην, ὅστις ἐπὶ τοῦ ἀναθεωρητικοῦ σκοποῦ ἐπέστρεψεν ἐκ Πύργου, τὸ κόμμα θὰ καταρτίσῃ τὰς ὑποψηφιότητας ἐν Ἠλείᾳ. Οἱ φίλοι ἐπίσης τοῦ κ. Δεληγιάννη ἐν Ἠλείᾳ ἀπεφάσισαν νὰ καταρτίσουν τὸν συνδυασμὸν τοῦ 1883, ἐκ τῶν ἀπαρτισθέντων. — [1029, 382, 1235, 498]
ad-paragraph: Ὁ κ. Ἰω. Φωτίου θέλει νὰ ἀποδείξῃ τὴν τύχην τοῦ καταστήματος τῶν 1,000,000 δραχ. Ἐπίσης καὶ τῶν λαχείων τοῦ Ἐθνικοῦ Στόλου. Δι' ὅλους τοὺς ὀφειλέτας πληρώνονται ἀμέσως εἰς 70,000 χρυσᾶς δραχμὰς τὴν 19 Δεκεμβρίου. — [142, 665, 342, 755]
ad-paragraph: Σιδηρᾶ ρόδεα (rails), φορητοὶ γραμμαὶ (voies portatives), βαγόνια, βαγονέτα (basculant), ἀτμάμαξαι, τροχιαὶ σιδηρᾶ ἐργαλεῖα καὶ ὅλα τὰ χρησιμοποιούμενα ἐν τοῖς ἔργοις πωλοῦνται παρὰ τοῦ Γραφείου Γ. Ν. Σκαλίσζη, ἐν Ἀθήναις, Πλατεῖα Κάνιγγος (ὁδὸς Κάνιγγος ἀρ. 19). — [142, 1047, 342, 1150]
